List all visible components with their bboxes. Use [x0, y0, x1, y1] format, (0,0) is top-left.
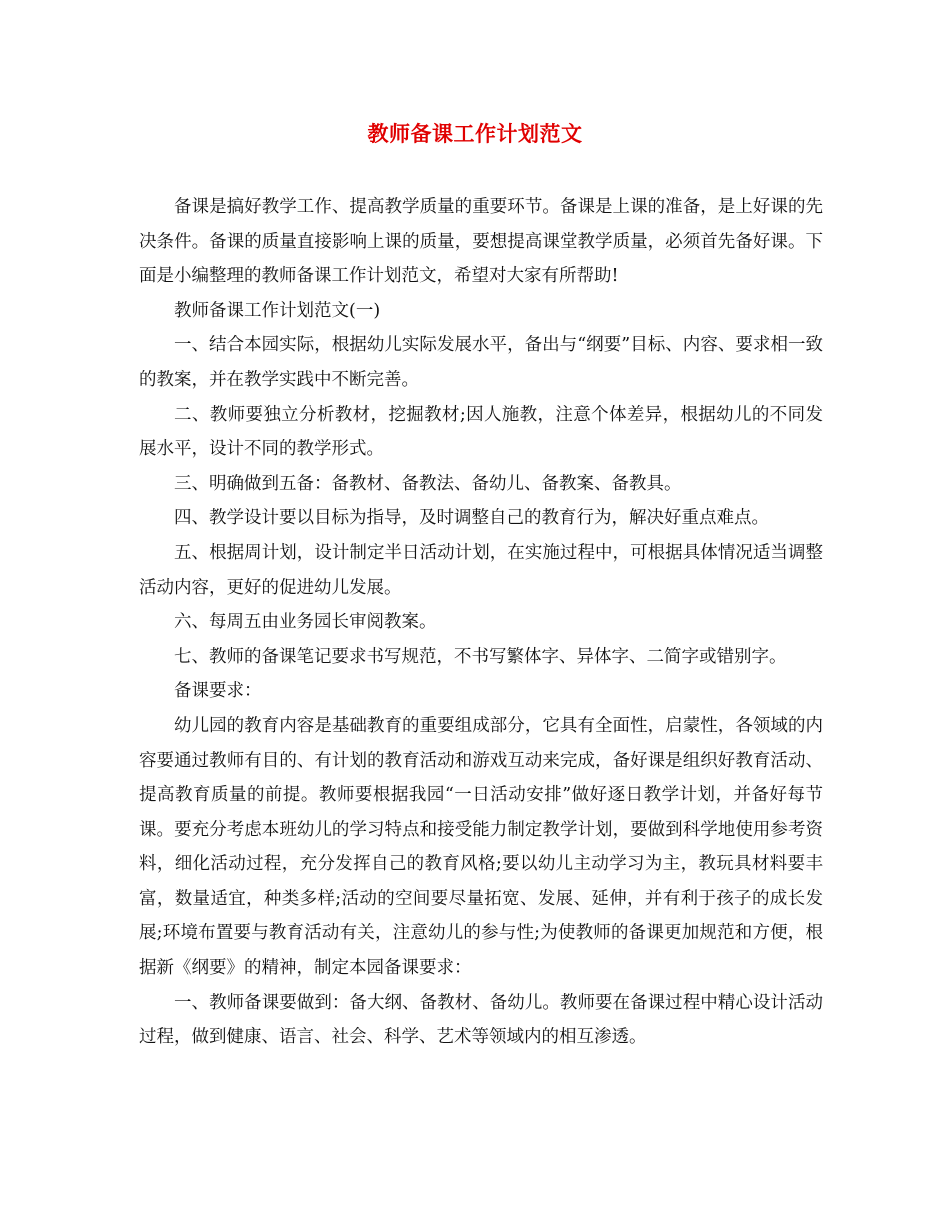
paragraph-section-heading: 教师备课工作计划范文(一) [174, 300, 381, 321]
document-title: 教师备课工作计划范文 [367, 121, 583, 146]
document-body [139, 190, 823, 1055]
paragraph-requirements-body: 幼儿园的教育内容是基础教育的重要组成部分，它具有全面性，启蒙性，各领域的内容要通过教师有目的、有计划的教育活动和游戏互动来完成，备好课是组织好教育活动、提高教育质量的前提。教师要根据我园“一日活动安排”做好逐日教学计划，并备好每节课。要充分考虑本班幼儿的学习特点和接受能力制定教学计划，要做到科学地使用参考资料，细化活动过程，充分发挥自己的教育风格;要以幼儿主动学习为主，教玩具材料要丰富，数量适宜，种类多样;活动的空间要尽量拓宽、发展、延伸，并有利于孩子的成长发展;环境布置要与教育活动有关，注意幼儿的参与性;为使教师的备课更加规范和方便，根据新《纲要》的精神，制定本园备课要求： [139, 715, 823, 979]
paragraph-item-2: 二、教师要独立分析教材，挖掘教材;因人施教，注意个体差异，根据幼儿的不同发展水平，设计不同的教学形式。 [139, 404, 823, 460]
paragraph-intro: 备课是搞好教学工作、提高教学质量的重要环节。备课是上课的准备，是上好课的先决条件。备课的质量直接影响上课的质量，要想提高课堂教学质量，必须首先备好课。下面是小编整理的教师备课工作计划范文，希望对大家有所帮助! [139, 197, 823, 287]
paragraph-item-5: 五、根据周计划，设计制定半日活动计划，在实施过程中，可根据具体情况适当调整活动内容，更好的促进幼儿发展。 [139, 542, 823, 598]
paragraph-item-7: 七、教师的备课笔记要求书写规范，不书写繁体字、异体字、二简字或错别字。 [174, 646, 787, 667]
paragraph-item-1: 一、结合本园实际，根据幼儿实际发展水平，备出与“纲要”目标、内容、要求相一致的教案，并在教学实践中不断完善。 [139, 335, 823, 390]
paragraph-item-4: 四、教学设计要以目标为指导，及时调整自己的教育行为，解决好重点难点。 [174, 508, 769, 529]
paragraph-item-3: 三、明确做到五备：备教材、备教法、备幼儿、备教案、备教具。 [174, 473, 682, 494]
paragraph-requirements-heading: 备课要求： [174, 681, 262, 702]
paragraph-item-6: 六、每周五由业务园长审阅教案。 [174, 612, 437, 633]
paragraph-requirement-1: 一、教师备课要做到：备大纲、备教材、备幼儿。教师要在备课过程中精心设计活动过程，做到健康、语言、社会、科学、艺术等领域内的相互渗透。 [139, 992, 823, 1048]
